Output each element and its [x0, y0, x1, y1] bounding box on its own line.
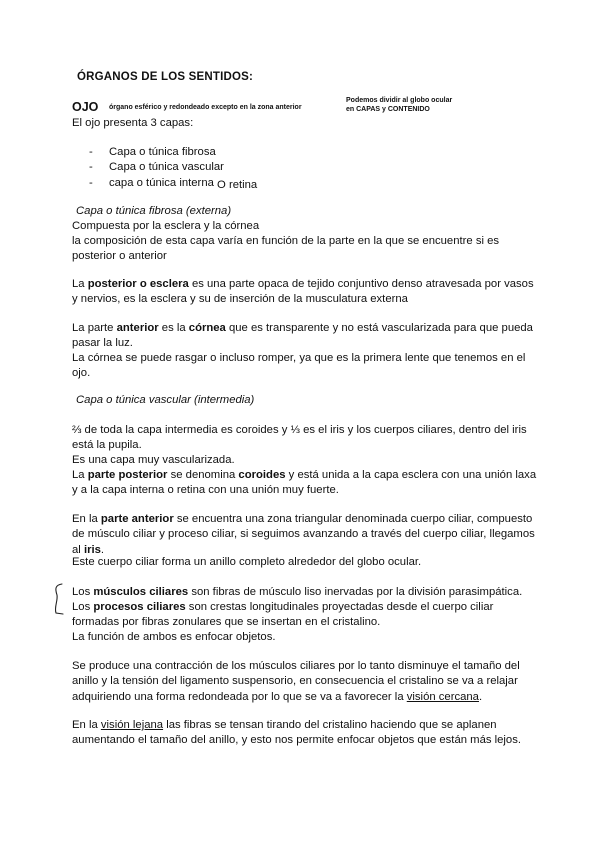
text-run: .	[478, 690, 483, 703]
side-note	[346, 97, 452, 114]
musculos-ciliares-paragraph	[72, 585, 542, 600]
parte-anterior-paragraph	[72, 512, 542, 558]
vascular-line-1: ⅔ de toda la capa intermedia es coroides y ⅓ es el iris y los cuerpos ciliares, dentro del iris está la pupila.	[72, 424, 527, 452]
fibrosa-line-1: Compuesta por la esclera y la córnea	[72, 220, 260, 232]
contraccion-paragraph	[72, 659, 542, 705]
text-run: se denomina	[167, 469, 239, 481]
side-note-line-1: Podemos dividir al globo ocular	[346, 97, 453, 104]
bold-term: anterior	[116, 322, 159, 334]
list-item	[89, 160, 257, 175]
bold-term: iris	[83, 543, 101, 556]
list-dash: -	[89, 176, 93, 189]
layers-list	[89, 145, 257, 191]
vascular-heading: Capa o túnica vascular (intermedia)	[76, 394, 255, 406]
posterior-coroides-paragraph	[72, 468, 542, 499]
text-run: La	[72, 278, 88, 290]
bold-term: coroides	[238, 469, 286, 481]
funcion-line: La función de ambos es enfocar objetos.	[72, 631, 276, 643]
page-title: ÓRGANOS DE LOS SENTIDOS:	[77, 71, 254, 83]
vision-lejana-link: visión lejana	[100, 719, 164, 731]
ojo-description: órgano esférico y redondeado excepto en la zona anterior	[109, 104, 302, 111]
list-item-text: capa o túnica interna	[109, 176, 214, 189]
cornea-line: La córnea se puede rasgar o incluso romper, ya que es la primera lente que tenemos en el ojo.	[72, 352, 526, 380]
list-item-text: Capa o túnica vascular	[109, 161, 224, 174]
list-item-text: Capa o túnica fibrosa	[109, 146, 216, 158]
text-run: y está unida a la capa esclera con una unión laxa y a la capa interna o retina con una unión muy fuerte.	[72, 469, 537, 497]
text-run: es la	[158, 322, 189, 334]
bold-term: posterior o esclera	[87, 278, 189, 290]
handwritten-bracket	[52, 583, 64, 615]
text-run: En la	[72, 719, 101, 731]
list-item	[89, 176, 257, 191]
fibrosa-line-2: la composición de esta capa varía en función de la parte en la que se encuentre si es posterior o anterior	[72, 235, 500, 263]
cuerpo-ciliar-line: Este cuerpo ciliar forma un anillo completo alrededor del globo ocular.	[72, 556, 422, 568]
text-run: son crestas longitudinales proyectadas desde el cuerpo ciliar formadas por fibras zonulares que se insertan en el cristalino.	[72, 601, 494, 629]
bold-term: parte posterior	[87, 469, 168, 481]
anterior-paragraph	[72, 321, 542, 352]
vascular-line-2: Es una capa muy vascularizada.	[72, 454, 235, 466]
text-run: es una parte opaca de tejido conjuntivo denso atravesada por vasos y nervios, es la esclera y su de inserción de la musculatura externa	[72, 278, 534, 306]
text-run: Los	[72, 601, 94, 613]
intro-text: El ojo presenta 3 capas:	[72, 117, 194, 129]
bold-term: córnea	[188, 322, 226, 334]
text-run: se encuentra una zona triangular denominada cuerpo ciliar, compuesto de músculo ciliar y proceso ciliar, si seguimos avanzando a través del cuerpo ciliar, llegamos al	[72, 513, 535, 556]
fibrosa-heading: Capa o túnica fibrosa (externa)	[76, 205, 232, 217]
text-run: En la	[72, 513, 101, 525]
vision-cercana-link: visión cercana	[406, 690, 479, 703]
side-note-line-2: en CAPAS y CONTENIDO	[346, 105, 430, 113]
list-dash: -	[89, 146, 93, 158]
text-run: La	[72, 469, 88, 481]
text-run: que es transparente y no está vascularizada para que pueda pasar la luz.	[72, 322, 533, 350]
text-run: Se produce una contracción de los músculos ciliares por lo tanto disminuye el tamaño del anillo y la tensión del ligamento suspensorio, en consecuencia el cristalino se va a relajar adquiriendo una forma redondeada por lo que se va a favorecer la	[72, 660, 520, 703]
ojo-label: OJO	[72, 100, 99, 114]
list-item	[89, 145, 257, 160]
text-run: .	[100, 543, 105, 556]
vision-lejana-paragraph	[72, 718, 542, 749]
handwritten-note: O retina	[217, 178, 258, 191]
list-dash: -	[89, 161, 93, 174]
bold-term: parte anterior	[100, 513, 174, 525]
text-run: La parte	[72, 322, 117, 334]
bold-term: músculos ciliares	[93, 586, 189, 598]
text-run: las fibras se tensan tirando del cristalino haciendo que se aplanen aumentando el tamaño del anillo, y esto nos permite enfocar objetos que están más lejos.	[72, 719, 522, 747]
text-run: son fibras de músculo liso inervadas por la división parasimpática.	[188, 586, 523, 598]
bold-term: procesos ciliares	[93, 601, 186, 613]
text-run: Los	[72, 586, 94, 598]
posterior-paragraph	[72, 277, 542, 308]
procesos-ciliares-paragraph	[72, 600, 542, 631]
